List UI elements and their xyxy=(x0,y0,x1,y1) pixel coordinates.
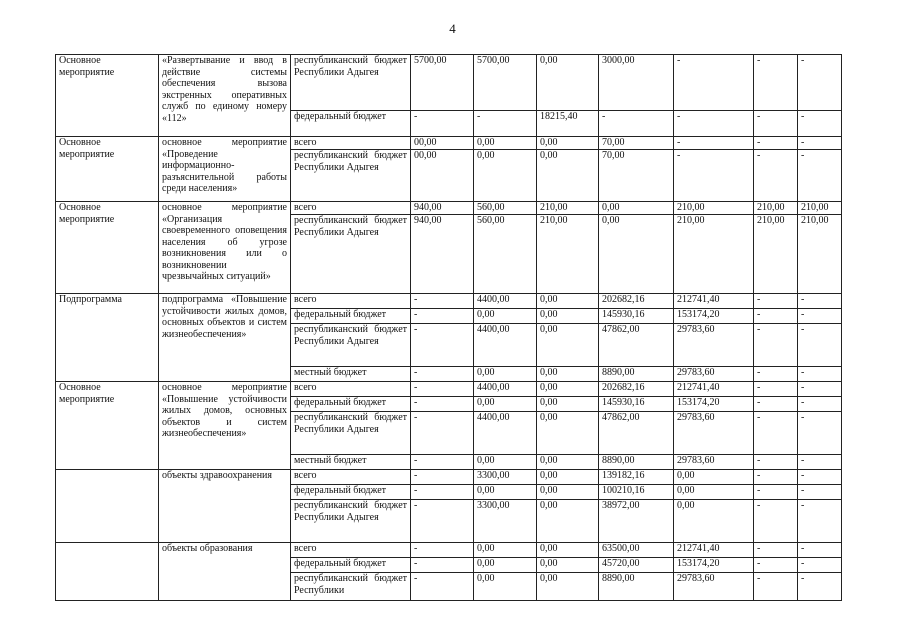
funding-source-cell: местный бюджет xyxy=(291,455,411,470)
amount-cell: - xyxy=(754,111,798,137)
amount-cell: - xyxy=(798,111,842,137)
amount-cell: - xyxy=(411,324,474,367)
amount-cell: - xyxy=(798,324,842,367)
amount-cell: - xyxy=(411,543,474,558)
row-type-cell xyxy=(56,543,159,601)
amount-cell: - xyxy=(411,367,474,382)
amount-cell: 45720,00 xyxy=(599,558,674,573)
amount-cell: 8890,00 xyxy=(599,367,674,382)
amount-cell: - xyxy=(411,485,474,500)
amount-cell: 210,00 xyxy=(537,215,599,294)
amount-cell: 0,00 xyxy=(537,412,599,455)
amount-cell: 153174,20 xyxy=(674,397,754,412)
amount-cell: 202682,16 xyxy=(599,382,674,397)
amount-cell: - xyxy=(411,382,474,397)
row-type-cell xyxy=(56,470,159,543)
amount-cell: 212741,40 xyxy=(674,294,754,309)
amount-cell: 210,00 xyxy=(754,202,798,215)
amount-cell: 0,00 xyxy=(537,55,599,111)
amount-cell: 210,00 xyxy=(674,202,754,215)
amount-cell: 0,00 xyxy=(474,309,537,324)
amount-cell: 210,00 xyxy=(754,215,798,294)
funding-source-cell: республиканский бюджет Республики Адыгея xyxy=(291,412,411,455)
amount-cell: 0,00 xyxy=(537,573,599,601)
amount-cell: 0,00 xyxy=(474,137,537,150)
amount-cell: - xyxy=(798,137,842,150)
activity-name-cell: объекты образования xyxy=(159,543,291,601)
amount-cell: 00,00 xyxy=(411,137,474,150)
amount-cell: 100210,16 xyxy=(599,485,674,500)
amount-cell: 0,00 xyxy=(537,470,599,485)
amount-cell: - xyxy=(754,137,798,150)
amount-cell: 0,00 xyxy=(537,558,599,573)
amount-cell: 00,00 xyxy=(411,150,474,202)
amount-cell: 47862,00 xyxy=(599,324,674,367)
amount-cell: - xyxy=(411,558,474,573)
amount-cell: 5700,00 xyxy=(474,55,537,111)
budget-table-body xyxy=(56,55,842,601)
amount-cell: - xyxy=(411,111,474,137)
amount-cell: - xyxy=(754,150,798,202)
activity-name-cell: подпрограмма «Повышение устойчивости жилых домов, основных объектов и систем жизнеобеспечения» xyxy=(159,294,291,382)
amount-cell: - xyxy=(798,412,842,455)
amount-cell: 0,00 xyxy=(674,470,754,485)
amount-cell: 3300,00 xyxy=(474,500,537,543)
amount-cell: 0,00 xyxy=(537,543,599,558)
activity-name-cell: основное мероприятие «Организация своевременного оповещения населения об угрозе возникновения или о возникновении чрезвычайных ситуаций» xyxy=(159,202,291,294)
amount-cell: 3300,00 xyxy=(474,470,537,485)
amount-cell: - xyxy=(754,558,798,573)
amount-cell: - xyxy=(798,500,842,543)
amount-cell: 0,00 xyxy=(537,367,599,382)
amount-cell: 0,00 xyxy=(674,485,754,500)
activity-name-cell: «Развертывание и ввод в действие системы обеспечения вызова экстренных оперативных служб по единому номеру «112» xyxy=(159,55,291,137)
amount-cell: 202682,16 xyxy=(599,294,674,309)
amount-cell: 0,00 xyxy=(537,150,599,202)
funding-source-cell: федеральный бюджет xyxy=(291,111,411,137)
amount-cell: 18215,40 xyxy=(537,111,599,137)
funding-source-cell: федеральный бюджет xyxy=(291,397,411,412)
funding-source-cell: республиканский бюджет Республики Адыгея xyxy=(291,500,411,543)
amount-cell: 210,00 xyxy=(674,215,754,294)
amount-cell: 47862,00 xyxy=(599,412,674,455)
amount-cell: 0,00 xyxy=(474,543,537,558)
amount-cell: 29783,60 xyxy=(674,412,754,455)
amount-cell: - xyxy=(411,412,474,455)
amount-cell: - xyxy=(754,455,798,470)
amount-cell: 145930,16 xyxy=(599,397,674,412)
amount-cell: 29783,60 xyxy=(674,455,754,470)
amount-cell: - xyxy=(674,111,754,137)
page-number: 4 xyxy=(449,21,456,36)
amount-cell: 0,00 xyxy=(474,367,537,382)
amount-cell: 29783,60 xyxy=(674,573,754,601)
amount-cell: 4400,00 xyxy=(474,382,537,397)
amount-cell: 0,00 xyxy=(474,573,537,601)
amount-cell: - xyxy=(411,573,474,601)
amount-cell: 139182,16 xyxy=(599,470,674,485)
amount-cell: - xyxy=(754,367,798,382)
table-row xyxy=(56,202,842,215)
funding-source-cell: всего xyxy=(291,382,411,397)
amount-cell: - xyxy=(754,412,798,455)
amount-cell: - xyxy=(798,55,842,111)
amount-cell: 212741,40 xyxy=(674,543,754,558)
amount-cell: - xyxy=(754,382,798,397)
amount-cell: - xyxy=(411,455,474,470)
amount-cell: - xyxy=(599,111,674,137)
amount-cell: - xyxy=(411,309,474,324)
amount-cell: - xyxy=(754,397,798,412)
amount-cell: 0,00 xyxy=(474,558,537,573)
amount-cell: - xyxy=(674,137,754,150)
amount-cell: - xyxy=(754,324,798,367)
amount-cell: - xyxy=(798,367,842,382)
funding-source-cell: всего xyxy=(291,543,411,558)
amount-cell: 0,00 xyxy=(599,202,674,215)
row-type-cell: Основное мероприятие xyxy=(56,137,159,202)
funding-source-cell: республиканский бюджет Республики xyxy=(291,573,411,601)
amount-cell: 70,00 xyxy=(599,137,674,150)
amount-cell: 4400,00 xyxy=(474,294,537,309)
activity-name-cell: объекты здравоохранения xyxy=(159,470,291,543)
amount-cell: - xyxy=(798,485,842,500)
amount-cell: 0,00 xyxy=(537,382,599,397)
amount-cell: - xyxy=(798,382,842,397)
amount-cell: 210,00 xyxy=(537,202,599,215)
row-type-cell: Основное мероприятие xyxy=(56,55,159,137)
amount-cell: 940,00 xyxy=(411,215,474,294)
row-type-cell: Основное мероприятие xyxy=(56,382,159,470)
amount-cell: 29783,60 xyxy=(674,367,754,382)
funding-source-cell: республиканский бюджет Республики Адыгея xyxy=(291,324,411,367)
funding-source-cell: республиканский бюджет Республики Адыгея xyxy=(291,150,411,202)
amount-cell: 0,00 xyxy=(537,137,599,150)
amount-cell: 0,00 xyxy=(537,455,599,470)
amount-cell: 0,00 xyxy=(537,309,599,324)
funding-source-cell: всего xyxy=(291,470,411,485)
amount-cell: 0,00 xyxy=(537,294,599,309)
table-row xyxy=(56,470,842,485)
amount-cell: - xyxy=(798,543,842,558)
row-type-cell: Подпрограмма xyxy=(56,294,159,382)
amount-cell: - xyxy=(754,485,798,500)
table-row xyxy=(56,137,842,150)
amount-cell: 0,00 xyxy=(474,455,537,470)
funding-source-cell: федеральный бюджет xyxy=(291,309,411,324)
amount-cell: 8890,00 xyxy=(599,455,674,470)
funding-source-cell: всего xyxy=(291,202,411,215)
amount-cell: 0,00 xyxy=(599,215,674,294)
funding-source-cell: республиканский бюджет Республики Адыгея xyxy=(291,55,411,111)
amount-cell: 0,00 xyxy=(474,150,537,202)
amount-cell: - xyxy=(754,573,798,601)
amount-cell: 0,00 xyxy=(537,397,599,412)
amount-cell: 0,00 xyxy=(537,500,599,543)
amount-cell: 0,00 xyxy=(474,397,537,412)
amount-cell: - xyxy=(754,294,798,309)
amount-cell: 0,00 xyxy=(674,500,754,543)
amount-cell: 8890,00 xyxy=(599,573,674,601)
budget-table xyxy=(55,54,842,601)
amount-cell: - xyxy=(798,470,842,485)
amount-cell: 29783,60 xyxy=(674,324,754,367)
funding-source-cell: местный бюджет xyxy=(291,367,411,382)
funding-source-cell: федеральный бюджет xyxy=(291,558,411,573)
amount-cell: 153174,20 xyxy=(674,309,754,324)
amount-cell: 70,00 xyxy=(599,150,674,202)
table-row xyxy=(56,55,842,111)
amount-cell: - xyxy=(798,573,842,601)
amount-cell: - xyxy=(798,558,842,573)
amount-cell: 940,00 xyxy=(411,202,474,215)
amount-cell: - xyxy=(754,55,798,111)
table-row xyxy=(56,382,842,397)
amount-cell: 560,00 xyxy=(474,202,537,215)
amount-cell: 210,00 xyxy=(798,202,842,215)
amount-cell: - xyxy=(411,470,474,485)
funding-source-cell: федеральный бюджет xyxy=(291,485,411,500)
amount-cell: - xyxy=(798,397,842,412)
amount-cell: 560,00 xyxy=(474,215,537,294)
amount-cell: - xyxy=(754,470,798,485)
amount-cell: - xyxy=(798,150,842,202)
amount-cell: - xyxy=(411,294,474,309)
amount-cell: - xyxy=(798,294,842,309)
amount-cell: - xyxy=(411,397,474,412)
table-row xyxy=(56,543,842,558)
row-type-cell: Основное мероприятие xyxy=(56,202,159,294)
funding-source-cell: всего xyxy=(291,294,411,309)
amount-cell: - xyxy=(798,309,842,324)
amount-cell: 210,00 xyxy=(798,215,842,294)
activity-name-cell: основное мероприятие «Повышение устойчивости жилых домов, основных объектов и систем жизнеобеспечения» xyxy=(159,382,291,470)
amount-cell: 0,00 xyxy=(537,324,599,367)
amount-cell: 38972,00 xyxy=(599,500,674,543)
funding-source-cell: всего xyxy=(291,137,411,150)
table-row xyxy=(56,294,842,309)
amount-cell: - xyxy=(411,500,474,543)
amount-cell: 212741,40 xyxy=(674,382,754,397)
activity-name-cell: основное мероприятие «Проведение информационно-разъяснительной работы среди населения» xyxy=(159,137,291,202)
amount-cell: - xyxy=(754,500,798,543)
amount-cell: 4400,00 xyxy=(474,412,537,455)
amount-cell: - xyxy=(754,309,798,324)
amount-cell: 145930,16 xyxy=(599,309,674,324)
amount-cell: - xyxy=(798,455,842,470)
amount-cell: - xyxy=(754,543,798,558)
amount-cell: 4400,00 xyxy=(474,324,537,367)
amount-cell: 5700,00 xyxy=(411,55,474,111)
amount-cell: - xyxy=(674,150,754,202)
funding-source-cell: республиканский бюджет Республики Адыгея xyxy=(291,215,411,294)
amount-cell: 3000,00 xyxy=(599,55,674,111)
amount-cell: 0,00 xyxy=(474,485,537,500)
amount-cell: 0,00 xyxy=(537,485,599,500)
amount-cell: 63500,00 xyxy=(599,543,674,558)
amount-cell: 153174,20 xyxy=(674,558,754,573)
amount-cell: - xyxy=(674,55,754,111)
amount-cell: - xyxy=(474,111,537,137)
